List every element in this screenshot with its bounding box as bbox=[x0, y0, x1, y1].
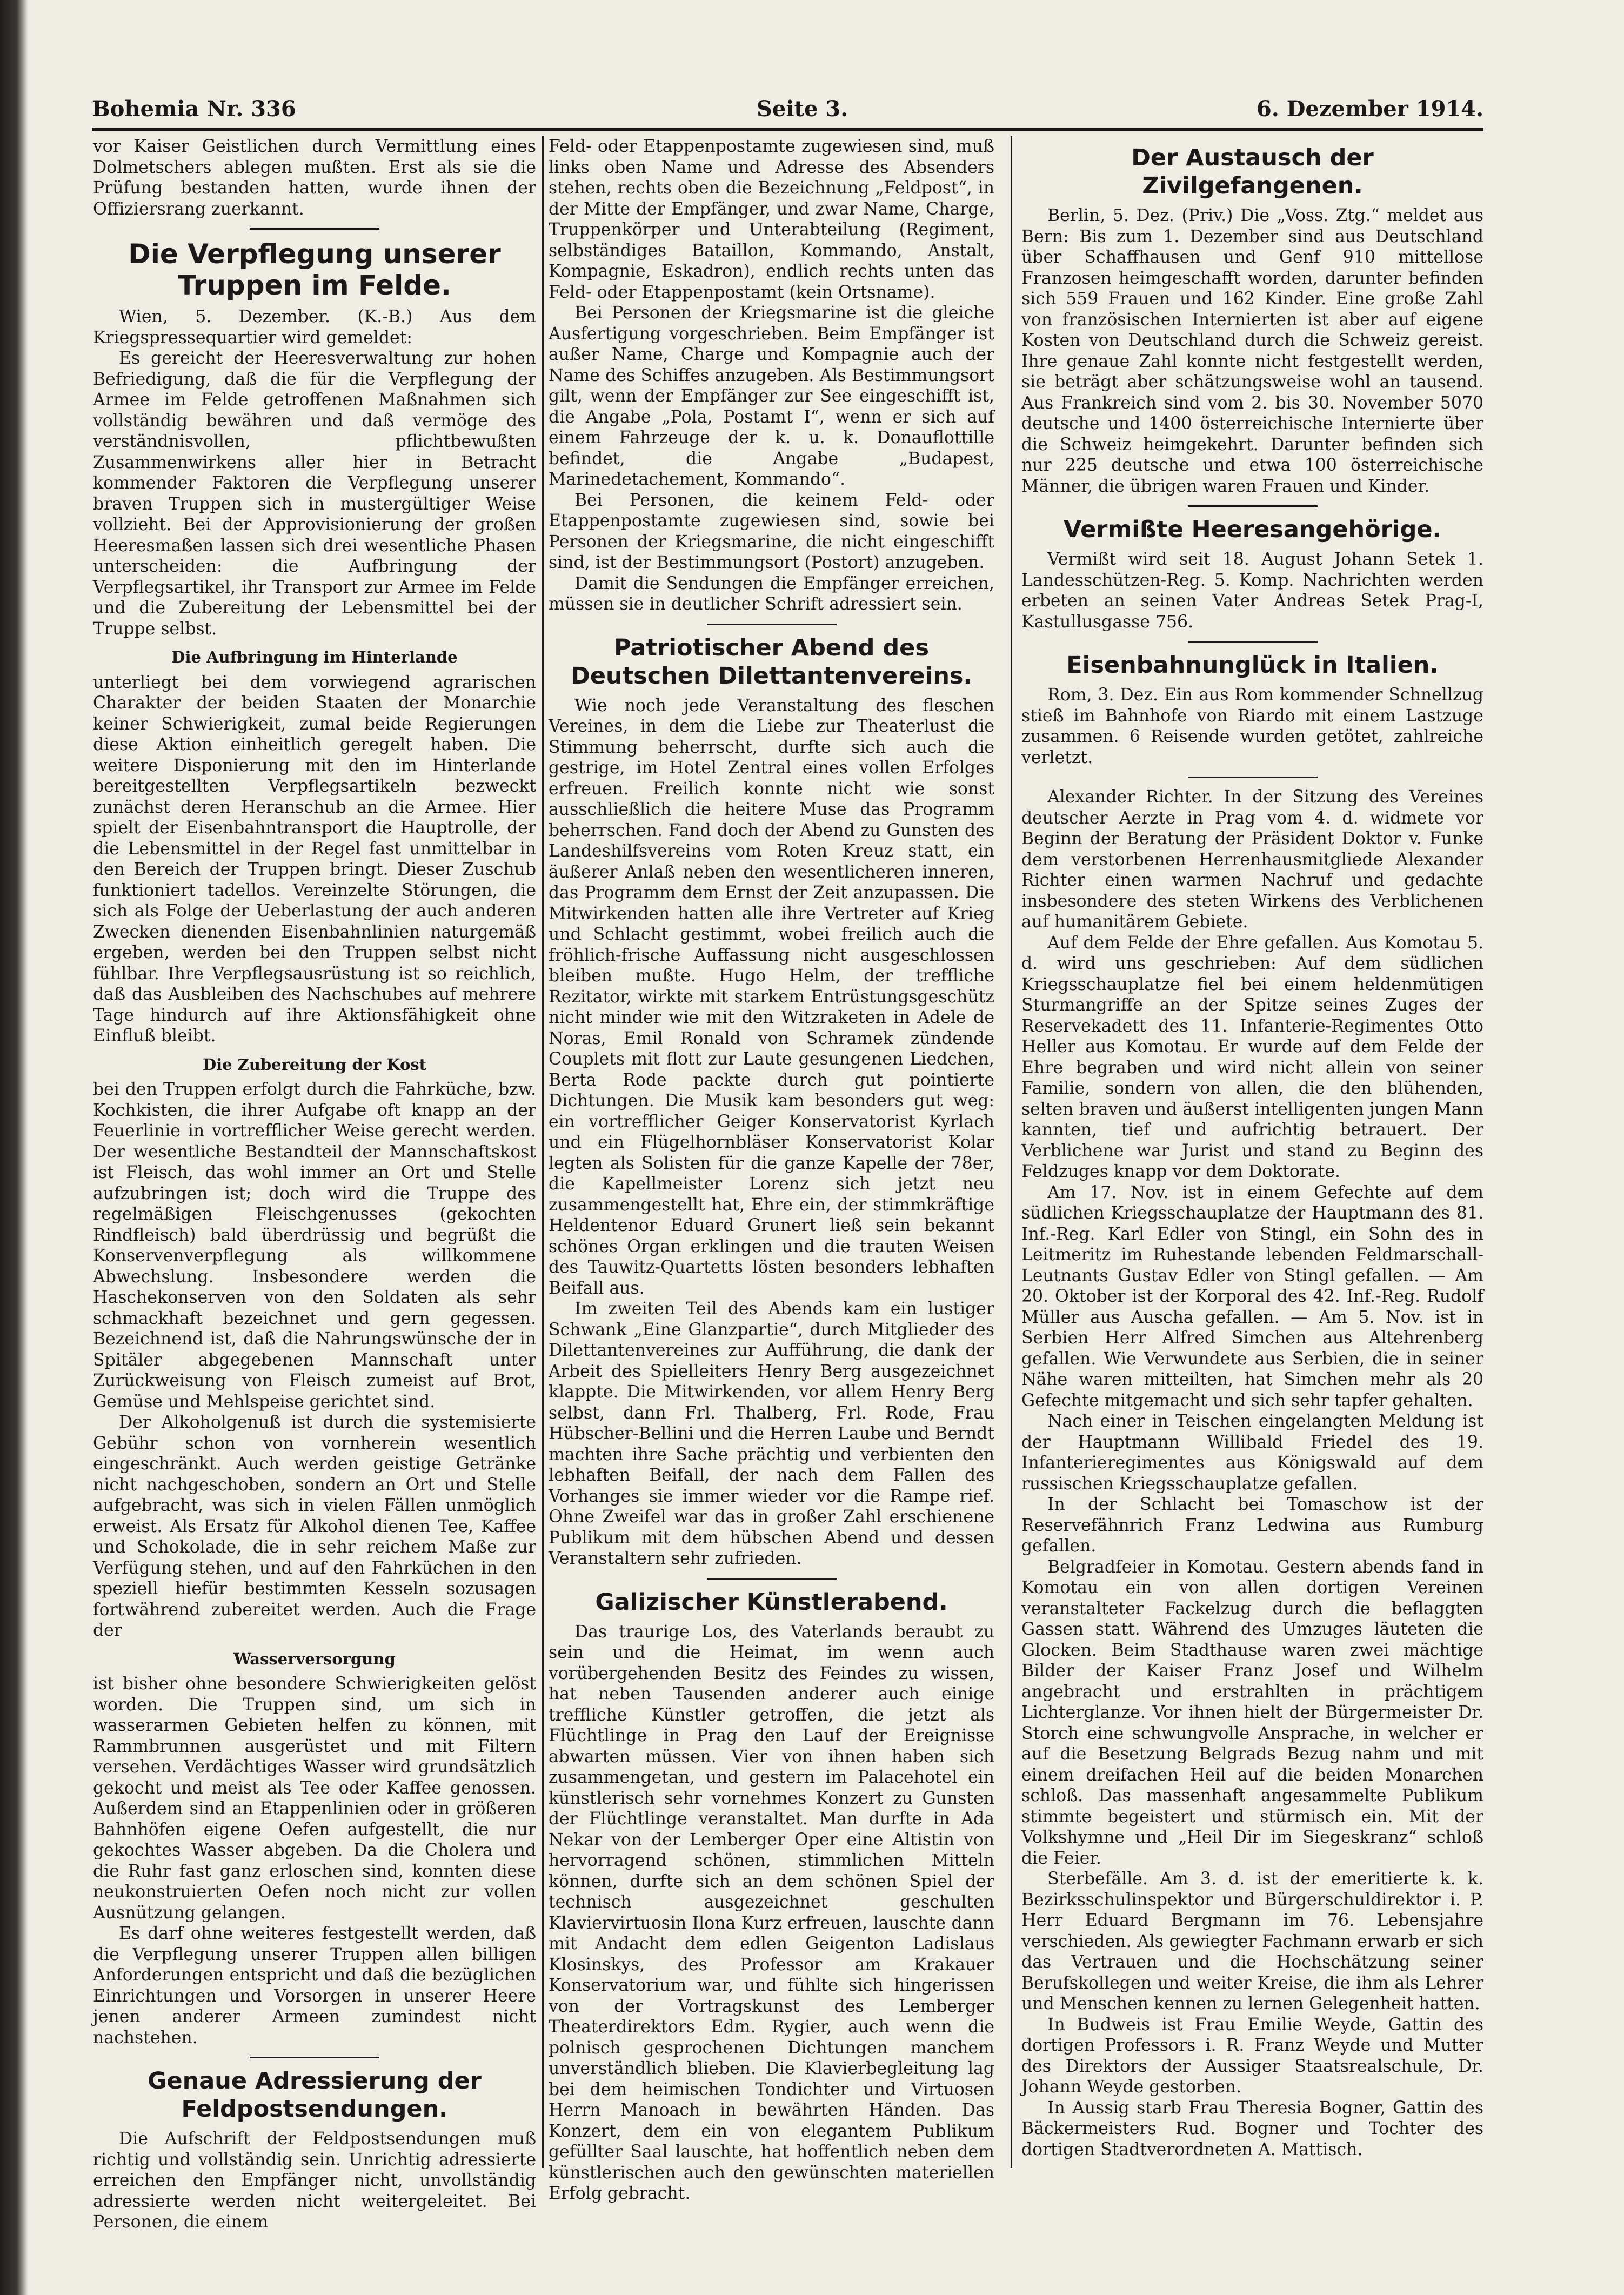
headline-patriotischer-abend: Patriotischer Abend des Deutschen Dilettantenvereins. bbox=[571, 634, 972, 690]
article-divider bbox=[1188, 641, 1318, 643]
paragraph: Nach einer in Teischen eingelangten Meldung ist der Hauptmann Willibald Friedel des 19. Infanterieregimentes aus Königswald auf dem russischen Kriegsschauplatze gefallen. bbox=[1021, 1411, 1483, 1494]
paragraph: Die Aufschrift der Feldpostsendungen muß richtig und vollständig sein. Unrichtig adressierte erreichen den Empfänger nicht, unvollständig adressierte werden nicht weitergeleitet. Bei Personen, die einem bbox=[93, 2129, 536, 2232]
paragraph: Feld- oder Etappenpostamte zugewiesen sind, muß links oben Name und Adresse des Absenders stehen, rechts oben die Bezeichnung „Feldpost“, in der Mitte der Empfänger, und zwar Name, Charge, Truppenkörper und Unterabteilung (Regiment, selbständiges Bataillon, Kommando, Anstalt, Kompagnie, Eskadron), endlich rechts unten das Feld- oder Etappenpostamt (kein Ortsname). bbox=[549, 137, 994, 302]
issue-date: 6. Dezember 1914. bbox=[1257, 96, 1483, 122]
article-divider bbox=[1188, 505, 1318, 507]
paragraph: Sterbefälle. Am 3. d. ist der emeritierte k. k. Bezirksschulinspektor und Bürgerschuldirektor i. P. Herr Eduard Bergmann im 76. Lebensjahre verschieden. Als gewiegter Fachmann erwarb er sich das Vertrauen und die Hochschätzung seiner Berufskollegen und weiter Kreise, die ihm als Lehrer und Menschen kennen zu lernen Gelegenheit hatten. bbox=[1021, 1869, 1483, 2013]
subheading-aufbringung: Die Aufbringung im Hinterlande bbox=[171, 648, 458, 666]
paragraph: Wie noch jede Veranstaltung des fleschen Vereines, in dem die Liebe zur Theaterlust die Stimmung beherrscht, durfte sich auch die gestrige, im Hotel Zentral eines vollen Erfolges erfreuen. Freilich konnte nicht wie sonst ausschließlich die heitere Muse das Programm beherrschen. Fand doch der Abend zu Gunsten des Landeshilfsvereins vom Roten Kreuz statt, ein äußerer Anlaß neben den wesentlicheren inneren, das Programm dem Ernst der Zeit anzupassen. Die Mitwirkenden hatten alle ihre Vertreter auf Krieg und Schlacht gestimmt, wobei freilich auch die fröhlich-frische Auffassung nicht ausgeschlossen bleiben mußte. Hugo Helm, der treffliche Rezitator, wirkte mit starkem Entrüstungsgeschütz nicht minder wie mit den Witzraketen in Adele de Noras, Emil Ronald von Schramek zündende Couplets mit flott zur Laute gesungenen Liedchen, Berta Rode packte durch gut pointierte Dichtungen. Die Musik kam besonders gut weg: ein vortrefflicher Geiger Konservatorist Kyrlach und ein Flügelhornbläser Konservatorist Kolar legten als Solisten für die ganze Kapelle der 78er, die Kapellmeister Lorenz sich jetzt neu zusammengestellt hat, Ehre ein, der stimmkräftige Heldentenor Eduard Grunert ließ sein bekannt schönes Organ erklingen und die trauten Weisen des Tauwitz-Quartetts lösten besonders lebhaften Beifall aus. bbox=[549, 695, 994, 1298]
subheading-wasserversorgung: Wasserversorgung bbox=[233, 1649, 396, 1668]
article-divider bbox=[707, 624, 837, 625]
paragraph: Das traurige Los, des Vaterlands beraubt zu sein und die Heimat, im wenn auch vorübergehenden Besitz des Feindes zu wissen, hat neben Tausenden anderer auch einige treffliche Künstler getroffen, die jetzt als Flüchtlinge in Prag den Lauf der Ereignisse abwarten müssen. Vier von ihnen haben sich zusammengetan, und gestern im Palacehotel ein künstlerisch sehr vornehmes Konzert zu Gunsten der Flüchtlinge veranstaltet. Man durfte in Ada Nekar von der Lemberger Oper eine Altistin von hervorragend schönen, stimmlichen Mitteln können, durfte sich an dem schönen Spiel der technisch ausgezeichnet geschulten Klaviervirtuosin Ilona Kurz erfreuen, lauschte dann mit Andacht dem edlen Geigenton Ladislaus Klosinskys, des Professor am Krakauer Konservatorium war, und fühlte sich hingerissen von der Vortragskunst des Lemberger Theaterdirektors Edm. Rygier, auch wenn die polnisch gesprochenen Dichtungen manchem unverständlich blieben. Die Klavierbegleitung lag bei dem heimischen Tondichter und Virtuosen Herrn Manoach in bewährten Händen. Das Konzert, dem ein von elegantem Publikum gefüllter Saal lauschte, hat hoffentlich neben dem künstlerischen auch den gewünschten materiellen Erfolg gebracht. bbox=[549, 1622, 994, 2203]
paragraph: In Aussig starb Frau Theresia Bogner, Gattin des Bäckermeisters Rud. Bogner und Tochter des dortigen Stadtverordneten A. Mattisch. bbox=[1021, 2098, 1483, 2159]
paragraph: Bei Personen der Kriegsmarine ist die gleiche Ausfertigung vorgeschrieben. Beim Empfänger ist außer Name, Charge und Kompagnie auch der Name des Schiffes anzugeben. Als Bestimmungsort gilt, wenn der Empfänger zur See eingeschifft ist, die Angabe „Pola, Postamt I“, wenn er sich auf einem Fahrzeuge der k. u. k. Donauflottille befindet, die Angabe „Budapest, Marinedetachement, Kommando“. bbox=[549, 303, 994, 489]
article-divider bbox=[250, 228, 379, 230]
scan-binding-edge bbox=[0, 0, 28, 2295]
headline-adressierung: Genaue Adressierung der Feldpostsendungen. bbox=[148, 2067, 482, 2123]
column-2 bbox=[549, 136, 994, 2203]
paragraph: Es gereicht der Heeresverwaltung zur hohen Befriedigung, daß die für die Verpflegung der Armee im Felde getroffenen Maßnahmen sich vollständig bewähren und daß vermöge des verständnisvollen, pflichtbewußten Zusammenwirkens aller hier in Betracht kommender Faktoren die Verpflegung unserer braven Truppen sich in mustergültiger Weise vollzieht. Bei der Approvisionierung der großen Heeresmaßen lassen sich drei wesentliche Phasen unterscheiden: die Aufbringung der Verpflegsartikel, ihr Transport zur Armee im Felde und die Zubereitung der Lebensmittel bei der Truppe selbst. bbox=[93, 349, 536, 639]
article-continuation: vor Kaiser Geistlichen durch Vermittlung eines Dolmetschers ablegen mußten. Erst als sie die Prüfung bestanden hatten, wurde ihnen der Offiziersrang zuerkannt. bbox=[93, 137, 536, 219]
paragraph: ist bisher ohne besondere Schwierigkeiten gelöst worden. Die Truppen sind, um sich in wasserarmen Gebieten helfen zu können, mit Rammbrunnen ausgerüstet und mit Filtern versehen. Verdächtiges Wasser wird grundsätzlich gekocht und meist als Tee oder Kaffee genossen. Außerdem sind an Etappenlinien oder in größeren Bahnhöfen eigene Oefen aufgestellt, die nur gekochtes Wasser abgeben. Da die Cholera und die Ruhr fast ganz erloschen sind, konnten diese neukonstruierten Oefen noch nicht zur vollen Ausnützung gelangen. bbox=[93, 1674, 536, 1923]
headline-kuenstlerabend: Galizischer Künstlerabend. bbox=[595, 1588, 948, 1616]
headline-verpflegung: Die Verpflegung unserer Truppen im Felde. bbox=[128, 238, 501, 301]
page-header bbox=[92, 93, 1483, 131]
paragraph: Vermißt wird seit 18. August Johann Setek 1. Landesschützen-Reg. 5. Komp. Nachrichten werden erbeten an seinen Vater Andreas Setek Prag-I, Kastullusgasse 756. bbox=[1021, 550, 1483, 632]
headline-austausch: Der Austausch der Zivilgefangenen. bbox=[1131, 144, 1374, 199]
paragraph: In der Schlacht bei Tomaschow ist der Reservefähnrich Franz Ledwina aus Rumburg gefallen. bbox=[1021, 1495, 1483, 1556]
headline-eisenbahnunglueck: Eisenbahnunglück in Italien. bbox=[1066, 652, 1439, 679]
paragraph: Berlin, 5. Dez. (Priv.) Die „Voss. Ztg.“ meldet aus Bern: Bis zum 1. Dezember sind aus Deutschland über Schaffhausen und Genf 910 mittellose Franzosen heimgeschafft worden, darunter befinden sich 559 Frauen und 162 Kinder. Eine große Zahl von französischen Internierten ist aber auf eigene Kosten von Deutschland durch die Schweiz gereist. Ihre genaue Zahl konnte nicht festgestellt werden, sie beträgt aber schätzungsweise wohl an tausend. Aus Frankreich sind vom 2. bis 30. November 5070 deutsche und 1400 österreichische Internierte über die Schweiz heimgekehrt. Darunter befinden sich nur 225 deutsche und etwa 100 österreichische Männer, die übrigen waren Frauen und Kinder. bbox=[1021, 206, 1483, 496]
column-3 bbox=[1021, 136, 1483, 2168]
paragraph: Auf dem Felde der Ehre gefallen. Aus Komotau 5. d. wird uns geschrieben: Auf dem südlichen Kriegsschauplatze fiel bei einem heldenmütigen Sturmangriffe an der Spitze seines Zuges der Reservekadett des 11. Infanterie-Regimentes Otto Heller aus Komotau. Er wurde auf dem Felde der Ehre begraben und wird nicht allein von seiner Familie, sondern von allen, die den blühenden, selten braven und äußerst intelligenten jungen Mann kannten, tief und aufrichtig betrauert. Der Verblichene war Jurist und stand zu Beginn des Feldzuges knapp vor dem Doktorate. bbox=[1021, 933, 1483, 1181]
page-number: Seite 3. bbox=[757, 96, 848, 122]
paragraph: Damit die Sendungen die Empfänger erreichen, müssen sie in deutlicher Schrift adressiert sein. bbox=[549, 573, 994, 614]
article-divider bbox=[250, 2057, 379, 2058]
paragraph: bei den Truppen erfolgt durch die Fahrküche, bzw. Kochkisten, die ihrer Aufgabe oft knapp an der Feuerlinie in vortrefflicher Weise gerecht werden. Der wesentliche Bestandteil der Mannschaftskost ist Fleisch, das wohl immer an Ort und Stelle aufzubringen ist; doch wird die Truppe des regelmäßigen Fleischgenusses (gekochten Rindfleisch) bald überdrüssig und begrüßt die Konservenverpflegung als willkommene Abwechslung. Insbesondere werden die Haschekonserven von den Soldaten als sehr schmackhaft bezeichnet und gern gegessen. Bezeichnend ist, daß die Nahrungswünsche der in Spitäler abgegebenen Mannschaft unter Zurückweisung von Fleisch zumeist auf Brot, Gemüse und Mehlspeise gerichtet sind. bbox=[93, 1080, 536, 1411]
paragraph: Bei Personen, die keinem Feld- oder Etappenpostamte zugewiesen sind, sowie bei Personen der Kriegsmarine, die nicht eingeschifft sind, ist der Bestimmungsort (Postort) anzugeben. bbox=[549, 490, 994, 572]
column-rule-2 bbox=[1011, 136, 1012, 2168]
dateline: Wien, 5. Dezember. (K.-B.) Aus dem Kriegspressequartier wird gemeldet: bbox=[93, 307, 536, 347]
issue-number: Bohemia Nr. 336 bbox=[92, 96, 296, 122]
paragraph: Belgradfeier in Komotau. Gestern abends fand in Komotau ein von allen dortigen Vereinen veranstalteter Fackelzug durch die beflaggten Gassen statt. Während des Umzuges läuteten die Glocken. Beim Stadthause waren zwei mächtige Bilder der Kaiser Franz Josef und Wilhelm angebracht und erstrahlten in prächtigem Lichterglanze. Vor ihnen hielt der Bürgermeister Dr. Storch eine schwungvolle Ansprache, in welcher er auf die Besetzung Belgrads Bezug nahm und mit einem dreifachen Heil auf die beiden Monarchen schloß. Das massenhaft angesammelte Publikum stimmte begeistert und stürmisch ein. Mit der Volkshymne und „Heil Dir im Siegeskranz“ schloß die Feier. bbox=[1021, 1557, 1483, 1868]
subheading-zubereitung: Die Zubereitung der Kost bbox=[202, 1055, 427, 1074]
headline-vermisste: Vermißte Heeresangehörige. bbox=[1064, 516, 1441, 543]
paragraph: Der Alkoholgenuß ist durch die systemisierte Gebühr schon von vornherein wesentlich eingeschränkt. Auch werden geistige Getränke nicht nachgeschoben, sondern an Ort und Stelle aufgebracht, was sich in vielen Fällen unmöglich erweist. Als Ersatz für Alkohol dienen Tee, Kaffee und Schokolade, die in sehr reichem Maße zur Verfügung stehen, und auf den Fahrküchen in den speziell hiefür bestimmten Kesseln sozusagen fortwährend zubereitet werden. Auch die Frage der bbox=[93, 1413, 536, 1640]
article-divider bbox=[1188, 777, 1318, 778]
paragraph: In Budweis ist Frau Emilie Weyde, Gattin des dortigen Professors i. R. Franz Weyde und Mutter des Direktors der Aussiger Staatsrealschule, Dr. Johann Weyde gestorben. bbox=[1021, 2015, 1483, 2097]
paragraph: unterliegt bei dem vorwiegend agrarischen Charakter der beiden Staaten der Monarchie keiner Schwierigkeit, zumal beide Regierungen diese Aktion einheitlich geregelt haben. Die weitere Disponierung mit den im Hinterlande bereitgestellten Verpflegsartikeln bezweckt zunächst deren Heranschub an die Armee. Hier spielt der Eisenbahntransport die Hauptrolle, der die Lebensmittel in der Regel fast unmittelbar in den Bereich der Truppen bringt. Dieser Zuschub funktioniert tadellos. Vereinzelte Störungen, die sich als Folge der Ueberlastung der auch anderen Zwecken dienenden Eisenbahnlinien naturgemäß ergeben, werden bei den Truppen selbst nicht fühlbar. Ihre Verpflegsausrüstung ist so reichlich, daß das Ausbleiben des Nachschubes auf mehrere Tage hindurch auf ihre Aktionsfähigkeit ohne Einfluß bleibt. bbox=[93, 672, 536, 1046]
paragraph: Alexander Richter. In der Sitzung des Vereines deutscher Aerzte in Prag vom 4. d. widmete vor Beginn der Beratung der Präsident Doktor v. Funke dem verstorbenen Herrenhausmitgliede Alexander Richter einen warmen Nachruf und gedachte insbesondere des steten Wirkens des Verblichenen auf humanitärem Gebiete. bbox=[1021, 787, 1483, 932]
column-1 bbox=[93, 136, 536, 2232]
paragraph: Es darf ohne weiteres festgestellt werden, daß die Verpflegung unserer Truppen allen billigen Anforderungen entspricht und daß die bezüglichen Einrichtungen und Vorsorgen in unserer Heere jenen anderer Armeen zumindest nicht nachstehen. bbox=[93, 1924, 536, 2048]
paragraph: Rom, 3. Dez. Ein aus Rom kommender Schnellzug stieß im Bahnhofe von Riardo mit einem Lastzuge zusammen. 6 Reisende wurden getötet, zahlreiche verletzt. bbox=[1021, 685, 1483, 767]
article-divider bbox=[707, 1578, 837, 1580]
header-rule bbox=[92, 128, 1483, 131]
paragraph: Am 17. Nov. ist in einem Gefechte auf dem südlichen Kriegsschauplatze der Hauptmann des 81. Inf.-Reg. Karl Edler von Stingl, ein Sohn des in Leitmeritz im Ruhestande lebenden Feldmarschall-Leutnants Gustav Edler von Stingl gefallen. — Am 20. Oktober ist der Korporal des 42. Inf.-Reg. Rudolf Müller aus Auscha gefallen. — Am 5. Nov. ist in Serbien Herr Alfred Simchen aus Altehrenberg gefallen. Wie Verwundete aus Serbien, die in seiner Nähe waren mitteilten, hat Simchen mehr als 20 Gefechte mitgemacht und sich sehr tapfer gehalten. bbox=[1021, 1182, 1483, 1410]
column-rule-1 bbox=[542, 136, 544, 2168]
paragraph: Im zweiten Teil des Abends kam ein lustiger Schwank „Eine Glanzpartie“, durch Mitglieder des Dilettantenvereines zur Aufführung, die dank der Arbeit des Spielleiters Henry Berg ausgezeichnet klappte. Die Mitwirkenden, vor allem Henry Berg selbst, dann Frl. Thalberg, Frl. Rode, Frau Hübscher-Bellini und die Herren Laube und Berndt machten ihre Sache prächtig und verbienten den lebhaften Beifall, der nach dem Fallen des Vorhanges sie immer wieder vor die Rampe rief. Ohne Zweifel war das in großer Zahl erschienene Publikum mit dem hübschen Abend und dessen Veranstaltern sehr zufrieden. bbox=[549, 1299, 994, 1568]
